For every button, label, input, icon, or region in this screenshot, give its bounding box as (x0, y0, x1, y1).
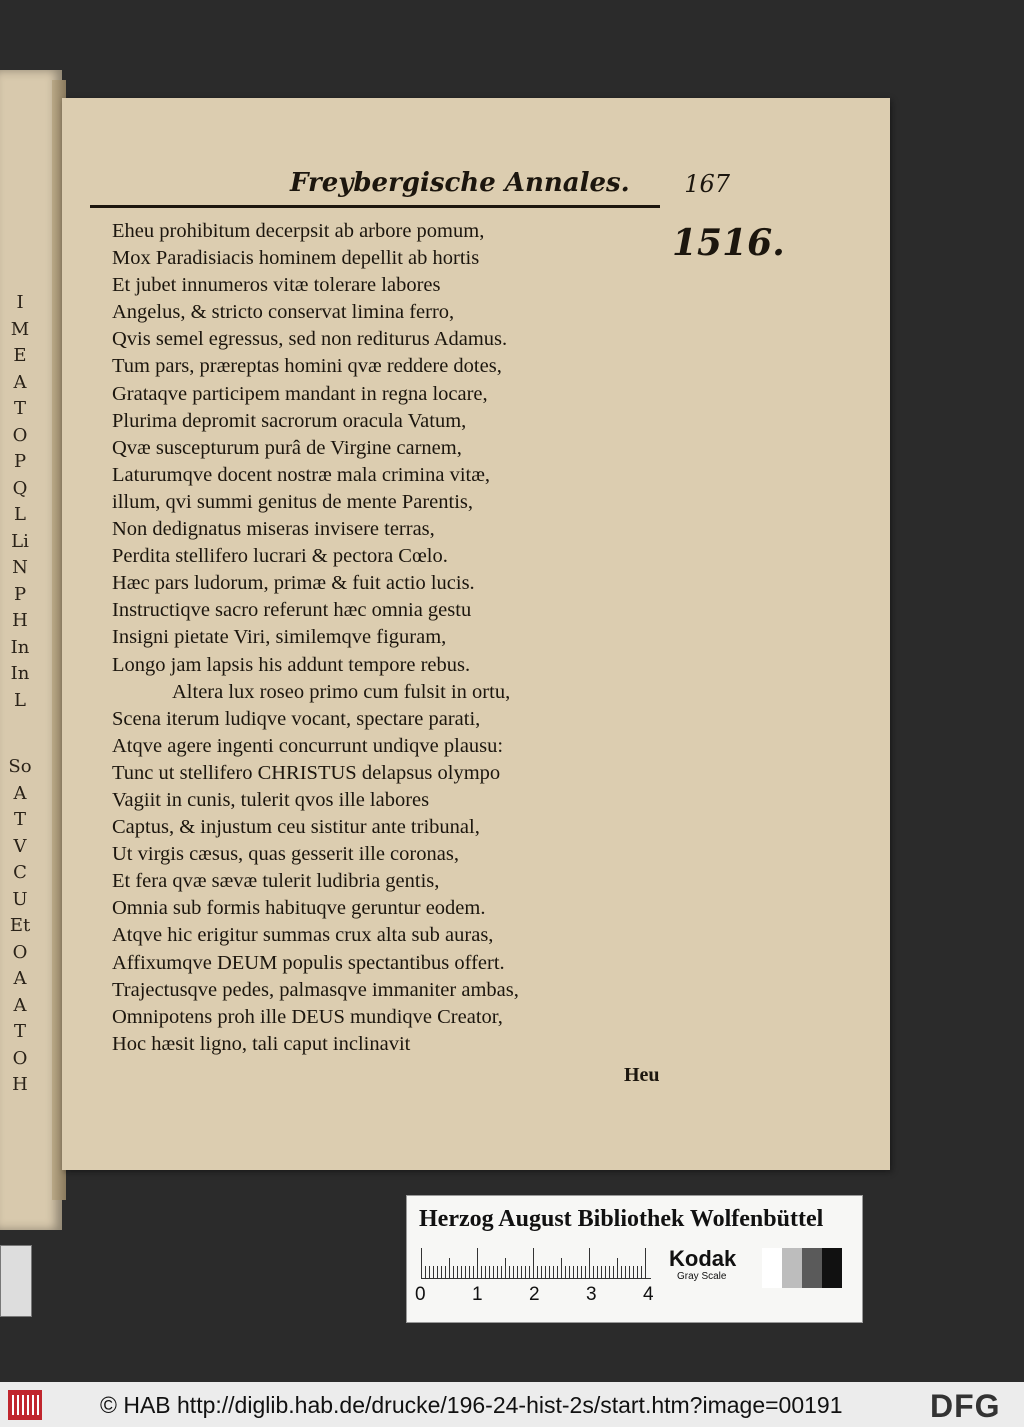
ruler-tick (633, 1266, 634, 1278)
ruler-number: 1 (472, 1284, 483, 1305)
verse-line: Captus, & injustum ceu sistitur ante tribunal, (112, 816, 480, 839)
ruler-tick (529, 1266, 530, 1278)
side-label-strip (0, 1245, 32, 1317)
library-color-card (406, 1195, 863, 1323)
ruler-tick (541, 1266, 542, 1278)
verse-line: illum, qvi summi genitus de mente Parentis, (112, 490, 473, 513)
footer-copyright-link[interactable]: © HAB http://diglib.hab.de/drucke/196-24-hist-2s/start.htm?image=00191 (100, 1392, 843, 1418)
verse-line: Omnia sub formis habituqve geruntur eodem. (112, 897, 486, 920)
ruler-tick (433, 1266, 434, 1278)
left-page-fragment: T (13, 1021, 26, 1042)
ruler-tick (609, 1266, 610, 1278)
gray-patch (822, 1248, 842, 1288)
left-page-fragment: P (13, 451, 27, 472)
year-margin-note: 1516. (672, 222, 785, 264)
ruler-tick (501, 1266, 502, 1278)
ruler-tick (569, 1266, 570, 1278)
left-page-fragment: N (12, 557, 28, 578)
ruler-tick (457, 1266, 458, 1278)
verse-line: Instructiqve sacro referunt hæc omnia gestu (112, 599, 472, 622)
ruler-tick (533, 1248, 534, 1278)
ruler-tick (505, 1258, 506, 1278)
ruler-tick (545, 1266, 546, 1278)
verse-line: Qvis semel egressus, sed non rediturus Adamus. (112, 328, 508, 351)
left-page-fragment: M (10, 318, 30, 340)
verse-line: Vagiit in cunis, tulerit qvos ille labores (112, 788, 430, 811)
left-page-fragment: Et (9, 915, 31, 936)
verse-line: Ut virgis cæsus, quas gesserit ille coronas, (112, 843, 459, 866)
left-page-fragment: Q (12, 477, 28, 499)
left-page-fragment: E (13, 345, 27, 366)
ruler-tick (613, 1266, 614, 1278)
catchword: Heu (624, 1064, 660, 1086)
left-page-fragment: O (12, 424, 28, 446)
verse-line: Hæc pars ludorum, primæ & fuit actio lucis. (112, 572, 475, 595)
verse-line: Longo jam lapsis his addunt tempore rebus. (112, 653, 471, 676)
ruler-tick (513, 1266, 514, 1278)
ruler-tick (437, 1266, 438, 1278)
verse-line: Et jubet innumeros vitæ tolerare labores (112, 274, 441, 297)
left-page-fragment: T (13, 809, 26, 830)
verse-text (112, 218, 632, 1058)
verse-line: Altera lux roseo primo cum fulsit in ortu, (172, 680, 511, 703)
left-page-fragment: I (16, 292, 24, 313)
ruler-tick (573, 1266, 574, 1278)
left-page-fragment: In (10, 663, 30, 684)
ruler-tick (637, 1266, 638, 1278)
ruler-tick (517, 1266, 518, 1278)
verse-line: Grataqve participem mandant in regna locare, (112, 382, 488, 405)
verse-line: Hoc hæsit ligno, tali caput inclinavit (112, 1032, 411, 1055)
ruler-tick (421, 1248, 422, 1278)
verse-line: Et fera qvæ sævæ tulerit ludibria gentis, (112, 870, 440, 893)
left-page-fragment: O (12, 941, 28, 963)
ruler-tick (585, 1266, 586, 1278)
ruler-tick (429, 1266, 430, 1278)
ruler-tick (477, 1248, 478, 1278)
ruler-tick (549, 1266, 550, 1278)
ruler-tick (425, 1266, 426, 1278)
ruler-tick (509, 1266, 510, 1278)
ruler-tick (625, 1266, 626, 1278)
left-page-fragment: L (14, 504, 26, 525)
left-page-fragment: H (12, 610, 28, 631)
verse-line: Affixumqve DEUM populis spectantibus offert. (112, 951, 505, 974)
gray-patch (762, 1248, 782, 1288)
left-page-fragment: H (12, 1074, 28, 1095)
footer-bar (0, 1382, 1024, 1427)
ruler-tick (597, 1266, 598, 1278)
left-page-fragment: O (12, 1047, 28, 1069)
left-page-fragment: A (13, 782, 27, 804)
gray-scale-patches (762, 1248, 842, 1288)
ruler-tick (537, 1266, 538, 1278)
ruler-tick (553, 1266, 554, 1278)
ruler-tick (617, 1258, 618, 1278)
ruler-tick (621, 1266, 622, 1278)
ruler-tick (593, 1266, 594, 1278)
ruler-tick (497, 1266, 498, 1278)
verse-line: Atqve agere ingenti concurrunt undiqve plausu: (112, 734, 504, 757)
left-page-fragment: C (13, 862, 27, 883)
ruler-tick (489, 1266, 490, 1278)
ruler-tick (481, 1266, 482, 1278)
left-page-fragment: L (14, 689, 26, 711)
ruler-number: 2 (529, 1284, 540, 1305)
dfg-logo: DFG (930, 1388, 1001, 1424)
ruler-tick (521, 1266, 522, 1278)
ruler-tick (629, 1266, 630, 1278)
page-header (230, 168, 730, 208)
ruler-tick (453, 1266, 454, 1278)
verse-line: Non dedignatus miseras invisere terras, (112, 518, 435, 541)
ruler-tick (445, 1266, 446, 1278)
verse-line: Plurima depromit sacrorum oracula Vatum, (112, 409, 467, 432)
ruler-tick (589, 1248, 590, 1278)
ruler-tick (581, 1266, 582, 1278)
ruler-tick (565, 1266, 566, 1278)
ruler-tick (441, 1266, 442, 1278)
ruler-tick (449, 1258, 450, 1278)
ruler-tick (493, 1266, 494, 1278)
verse-line: Qvæ suscepturum purâ de Virgine carnem, (112, 436, 462, 459)
verse-line: Angelus, & stricto conservat limina ferro, (112, 301, 455, 324)
left-page-fragment: U (12, 888, 28, 910)
gray-patch (802, 1248, 822, 1288)
left-page-fragment: So (8, 756, 32, 777)
ruler-number: 3 (586, 1284, 597, 1305)
ruler-tick (577, 1266, 578, 1278)
ruler-tick (641, 1266, 642, 1278)
verse-line: Laturumqve docent nostræ mala crimina vitæ, (112, 463, 491, 486)
ruler-tick (601, 1266, 602, 1278)
verse-line: Tum pars, præreptas homini qvæ reddere dotes, (112, 355, 502, 378)
verse-line: Trajectusqve pedes, palmasqve immaniter ambas, (112, 978, 519, 1001)
verse-line: Eheu prohibitum decerpsit ab arbore pomum, (112, 220, 485, 242)
ruler-number: 0 (415, 1284, 426, 1305)
verse-line: Perdita stellifero lucrari & pectora Cœlo. (112, 545, 448, 568)
verse-line: Omnipotens proh ille DEUS mundiqve Creator, (112, 1005, 503, 1028)
ruler-tick (473, 1266, 474, 1278)
library-name: Herzog August Bibliothek Wolfenbüttel (419, 1206, 824, 1232)
page-number: 167 (684, 170, 730, 198)
ruler-tick (557, 1266, 558, 1278)
verse-line: Atqve hic erigitur summas crux alta sub auras, (112, 924, 494, 947)
header-rule (90, 205, 660, 208)
barcode-logo-icon (8, 1390, 42, 1420)
ruler-tick (469, 1266, 470, 1278)
verse-line: Mox Paradisiacis hominem depellit ab hortis (112, 247, 480, 270)
left-page-fragment: A (13, 371, 27, 393)
verse-line: Insigni pietate Viri, similemqve figuram, (112, 626, 447, 649)
kodak-subtitle: Gray Scale (677, 1271, 727, 1282)
ruler-tick (561, 1258, 562, 1278)
left-page-fragment: P (13, 583, 27, 605)
left-page-fragment: In (10, 636, 30, 658)
scale-ruler (421, 1246, 651, 1279)
ruler-tick (605, 1266, 606, 1278)
ruler-tick (465, 1266, 466, 1278)
ruler-tick (525, 1266, 526, 1278)
left-page-fragment: A (13, 994, 27, 1016)
ruler-tick (461, 1266, 462, 1278)
left-page-fragment: V (13, 835, 27, 857)
running-title: Freybergische Annales. (290, 168, 630, 198)
ruler-number: 4 (643, 1284, 654, 1305)
left-page-fragment: T (13, 398, 26, 419)
verse-line: Scena iterum ludiqve vocant, spectare parati, (112, 707, 481, 730)
ruler-tick (645, 1248, 646, 1278)
verse-line: Tunc ut stellifero CHRISTUS delapsus olympo (112, 761, 501, 784)
left-page-fragment: Li (11, 530, 29, 552)
kodak-logo: Kodak (669, 1246, 737, 1271)
left-page-fragment: A (13, 968, 27, 989)
ruler-tick (485, 1266, 486, 1278)
left-page-fragments (0, 290, 40, 1099)
gray-patch (782, 1248, 802, 1288)
